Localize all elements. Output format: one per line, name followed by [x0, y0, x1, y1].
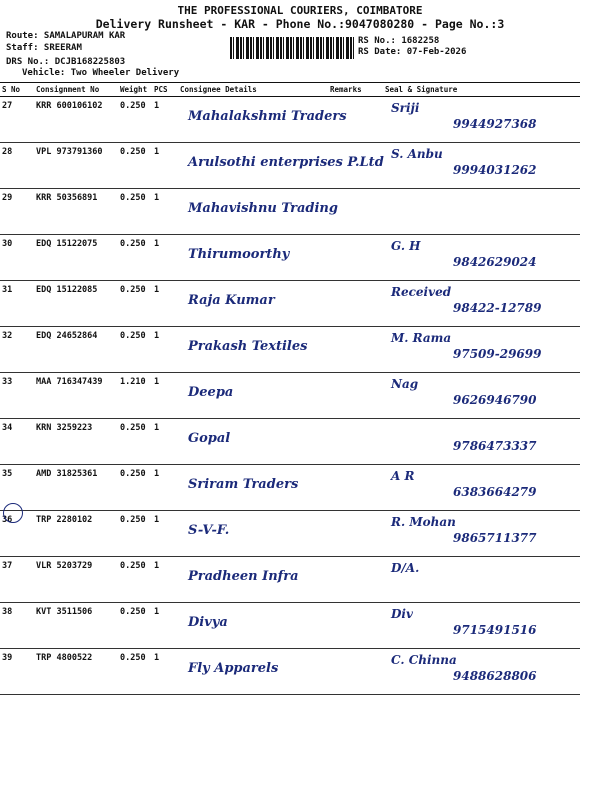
table-row [0, 649, 580, 695]
signature-phone: 9626946790 [453, 393, 537, 407]
row-consignment-no: EDQ 15122085 [34, 281, 118, 327]
company-title: THE PROFESSIONAL COURIERS, COIMBATORE [177, 4, 423, 17]
row-consignment-no: EDQ 24652864 [34, 327, 118, 373]
signature-handwritten: D/A. [391, 561, 420, 575]
row-consignment-no: EDQ 15122075 [34, 235, 118, 281]
row-consignee [178, 557, 328, 603]
route-label: Route: SAMALAPURAM KAR [6, 31, 126, 41]
row-sno: 36 [0, 511, 34, 557]
table-row [0, 419, 580, 465]
consignee-handwritten: Mahavishnu Trading [188, 201, 338, 216]
row-signature [383, 235, 580, 281]
barcode [230, 37, 354, 59]
row-weight: 0.250 [118, 557, 152, 603]
signature-handwritten: Nag [391, 377, 419, 391]
consignee-handwritten: Mahalakshmi Traders [188, 109, 347, 124]
row-consignee [178, 603, 328, 649]
row-remarks [328, 235, 383, 281]
row-remarks [328, 465, 383, 511]
row-pcs: 1 [152, 373, 178, 419]
signature-handwritten: A R [391, 469, 415, 483]
col-sno: S No [0, 83, 34, 97]
row-pcs: 1 [152, 511, 178, 557]
row-sno: 33 [0, 373, 34, 419]
row-pcs: 1 [152, 143, 178, 189]
consignee-handwritten: Deepa [188, 385, 234, 400]
row-consignment-no: MAA 716347439 [34, 373, 118, 419]
row-weight: 0.250 [118, 189, 152, 235]
row-sno: 27 [0, 97, 34, 143]
circled-serial-mark [3, 503, 23, 523]
signature-phone: 98422-12789 [453, 301, 542, 315]
table-row [0, 465, 580, 511]
signature-phone: 9944927368 [453, 117, 537, 131]
consignee-handwritten: Arulsothi enterprises P.Ltd [188, 155, 384, 170]
table-row [0, 511, 580, 557]
row-sno: 37 [0, 557, 34, 603]
row-consignee [178, 327, 328, 373]
row-signature [383, 511, 580, 557]
table-row [0, 97, 580, 143]
row-sno: 38 [0, 603, 34, 649]
row-signature [383, 143, 580, 189]
consignee-handwritten: Raja Kumar [188, 293, 275, 308]
row-remarks [328, 557, 383, 603]
row-weight: 0.250 [118, 281, 152, 327]
vehicle-label: Vehicle: Two Wheeler Delivery [22, 68, 180, 78]
signature-handwritten: Sriji [391, 101, 420, 115]
col-pcs: PCS [152, 83, 178, 97]
signature-phone: 9715491516 [453, 623, 537, 637]
table-row [0, 189, 580, 235]
consignee-handwritten: Prakash Textiles [188, 339, 308, 354]
consignee-handwritten: Gopal [188, 431, 231, 446]
row-signature [383, 373, 580, 419]
row-remarks [328, 603, 383, 649]
row-weight: 0.250 [118, 419, 152, 465]
row-consignment-no: TRP 4800522 [34, 649, 118, 695]
row-remarks [328, 327, 383, 373]
row-pcs: 1 [152, 189, 178, 235]
row-signature [383, 465, 580, 511]
row-remarks [328, 281, 383, 327]
row-signature [383, 603, 580, 649]
row-sno: 35 [0, 465, 34, 511]
row-weight: 0.250 [118, 327, 152, 373]
row-weight: 0.250 [118, 511, 152, 557]
signature-handwritten: S. Anbu [391, 147, 443, 161]
row-consignee [178, 97, 347, 143]
row-weight: 0.250 [118, 649, 152, 695]
consignee-handwritten: Thirumoorthy [188, 247, 290, 262]
rs-date: RS Date: 07-Feb-2026 [358, 47, 467, 57]
row-consignee [178, 189, 338, 235]
row-consignment-no: VLR 5203729 [34, 557, 118, 603]
row-consignee [178, 511, 328, 557]
col-signature: Seal & Signature [383, 83, 580, 97]
signature-phone: 9994031262 [453, 163, 537, 177]
row-pcs: 1 [152, 649, 178, 695]
row-signature [383, 419, 580, 465]
row-consignment-no: TRP 2280102 [34, 511, 118, 557]
row-sno: 28 [0, 143, 34, 189]
row-consignment-no: VPL 973791360 [34, 143, 118, 189]
row-pcs: 1 [152, 327, 178, 373]
row-pcs: 1 [152, 281, 178, 327]
signature-phone: 97509-29699 [453, 347, 542, 361]
row-weight: 0.250 [118, 143, 152, 189]
signature-handwritten: M. Rama [391, 331, 452, 345]
consignee-handwritten: Pradheen Infra [188, 569, 299, 584]
consignee-handwritten: Divya [188, 615, 228, 630]
row-remarks [328, 649, 383, 695]
row-consignment-no: KVT 3511506 [34, 603, 118, 649]
row-pcs: 1 [152, 465, 178, 511]
table-row [0, 557, 580, 603]
drs-number: DRS No.: DCJB168225803 [6, 57, 126, 67]
row-pcs: 1 [152, 97, 178, 143]
row-signature [383, 97, 580, 143]
table-row [0, 603, 580, 649]
row-consignee [178, 419, 328, 465]
row-remarks [328, 419, 383, 465]
col-consignment: Consignment No [34, 83, 118, 97]
signature-handwritten: C. Chinna [391, 653, 457, 667]
col-remarks: Remarks [328, 83, 383, 97]
col-consignee: Consignee Details [178, 83, 328, 97]
row-pcs: 1 [152, 419, 178, 465]
row-consignee [178, 143, 384, 189]
consignee-handwritten: S-V-F. [188, 523, 230, 538]
row-signature [383, 189, 580, 235]
staff-label: Staff: SREERAM [6, 43, 82, 53]
runsheet-subtitle: Delivery Runsheet - KAR - Phone No.:9047080280 - Page No.:3 [95, 17, 505, 31]
table-header-row [0, 83, 580, 97]
signature-phone: 6383664279 [453, 485, 537, 499]
row-remarks [328, 511, 383, 557]
consignee-handwritten: Fly Apparels [188, 661, 279, 676]
row-consignment-no: AMD 31825361 [34, 465, 118, 511]
row-consignee [178, 649, 328, 695]
row-consignment-no: KRR 50356891 [34, 189, 118, 235]
row-remarks [328, 373, 383, 419]
row-weight: 0.250 [118, 465, 152, 511]
row-consignee [178, 281, 328, 327]
row-sno: 32 [0, 327, 34, 373]
row-signature [383, 327, 580, 373]
row-consignee [178, 235, 328, 281]
row-weight: 0.250 [118, 603, 152, 649]
row-consignee [178, 373, 328, 419]
table-row [0, 327, 580, 373]
row-pcs: 1 [152, 235, 178, 281]
consignee-handwritten: Sriram Traders [188, 477, 299, 492]
row-sno: 39 [0, 649, 34, 695]
col-weight: Weight [118, 83, 152, 97]
row-weight: 0.250 [118, 235, 152, 281]
runsheet-table [0, 82, 580, 695]
signature-phone: 9842629024 [453, 255, 537, 269]
signature-phone: 9865711377 [453, 531, 537, 545]
row-sno: 31 [0, 281, 34, 327]
row-weight: 1.210 [118, 373, 152, 419]
signature-phone: 9786473337 [453, 439, 537, 453]
row-weight: 0.250 [118, 97, 152, 143]
table-row [0, 373, 580, 419]
row-signature [383, 557, 580, 603]
row-signature [383, 281, 580, 327]
row-consignment-no: KRN 3259223 [34, 419, 118, 465]
row-pcs: 1 [152, 603, 178, 649]
signature-handwritten: Div [391, 607, 413, 621]
row-pcs: 1 [152, 557, 178, 603]
table-row [0, 281, 580, 327]
signature-handwritten: G. H [391, 239, 421, 253]
row-sno: 30 [0, 235, 34, 281]
table-row [0, 235, 580, 281]
row-sno: 34 [0, 419, 34, 465]
row-signature [383, 649, 580, 695]
row-consignee [178, 465, 328, 511]
signature-handwritten: R. Mohan [391, 515, 456, 529]
signature-phone: 9488628806 [453, 669, 537, 683]
row-sno: 29 [0, 189, 34, 235]
row-consignment-no: KRR 600106102 [34, 97, 118, 143]
signature-handwritten: Received [391, 285, 452, 299]
rs-number: RS No.: 1682258 [358, 36, 440, 46]
table-row [0, 143, 580, 189]
